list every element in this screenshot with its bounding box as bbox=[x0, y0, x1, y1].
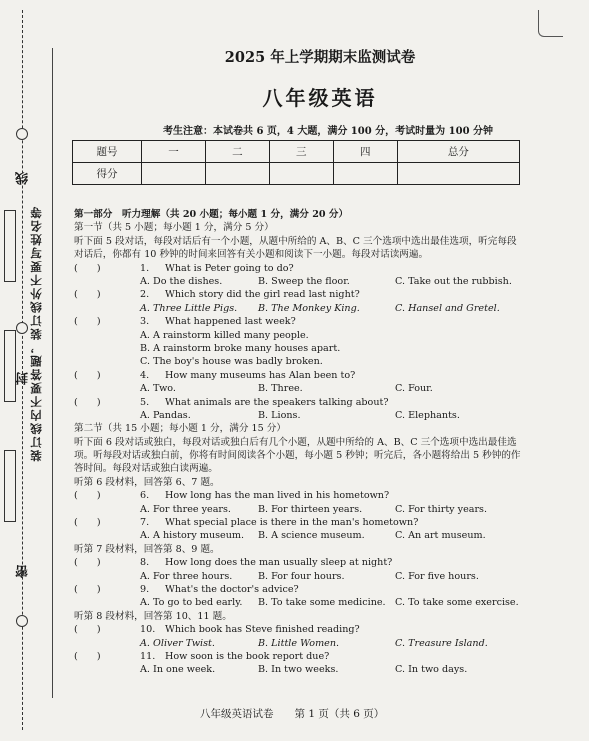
name-field-box[interactable] bbox=[4, 210, 16, 282]
question-item: ( ) 4. How many museums has Alan been to? bbox=[74, 369, 356, 381]
answer-blank[interactable]: ( ) bbox=[74, 262, 101, 274]
option-c[interactable]: C. The boy's house was badly broken. bbox=[140, 356, 323, 368]
material-8-heading: 听第 8 段材料，回答第 10、11 题。 bbox=[74, 610, 232, 622]
option-a[interactable]: A. Pandas. bbox=[140, 409, 191, 421]
section1-instructions: 听下面 5 段对话，每段对话后有一个小题，从题中所给的 A、B、C 三个选项中选出最佳选项，听完每段对话后，你都有 10 秒钟的时间来回答有关小题和阅读下一小题。每段对话读两遍。 bbox=[74, 235, 517, 261]
option-a[interactable]: A. Oliver Twist. bbox=[140, 637, 215, 649]
score-input-cell[interactable] bbox=[333, 163, 397, 185]
score-cell: 二 bbox=[205, 141, 269, 163]
question-stem: How soon is the book report due? bbox=[165, 650, 330, 662]
option-c[interactable]: C. An art museum. bbox=[395, 530, 486, 542]
question-item: ( ) 7. What special place is there in the man's hometown? bbox=[74, 517, 419, 529]
question-options bbox=[74, 596, 524, 609]
question-item: ( ) 11. How soon is the book report due? bbox=[74, 650, 330, 662]
option-b[interactable]: B. Three. bbox=[258, 383, 303, 395]
question-stem: Which story did the girl read last night? bbox=[165, 289, 360, 301]
class-field-box[interactable] bbox=[4, 330, 16, 402]
option-b[interactable]: B. Lions. bbox=[258, 409, 301, 421]
binding-word-line: 线 bbox=[16, 172, 31, 185]
answer-blank[interactable]: ( ) bbox=[74, 289, 101, 301]
option-b[interactable]: B. To take some medicine. bbox=[258, 597, 386, 609]
section2-instructions: 听下面 6 段对话或独白，每段对话或独白后有几个小题，从题中所给的 A、B、C 三个选项中选出最佳选项。听每段对话或独白前，你将有时间阅读各个小题，每小题 5 秒钟；听完后，各小题将给出 5 秒钟的作答时间。每段对话或独白读两遍。 bbox=[74, 436, 521, 475]
binding-circle bbox=[16, 615, 28, 627]
question-options bbox=[74, 275, 524, 288]
binding-circle bbox=[16, 128, 28, 140]
option-b[interactable]: B. A science museum. bbox=[258, 530, 365, 542]
option-b[interactable]: B. Sweep the floor. bbox=[258, 275, 350, 287]
option-c[interactable]: C. For thirty years. bbox=[395, 503, 488, 515]
option-c[interactable]: C. To take some exercise. bbox=[395, 597, 519, 609]
score-input-cell[interactable] bbox=[205, 163, 269, 185]
option-a[interactable]: A. Do the dishes. bbox=[140, 275, 223, 287]
score-input-cell[interactable] bbox=[269, 163, 333, 185]
option-b[interactable]: B. The Monkey King. bbox=[258, 302, 360, 314]
option-b[interactable]: B. Little Women. bbox=[258, 637, 340, 649]
question-options bbox=[74, 382, 524, 395]
option-a[interactable]: A. Two. bbox=[140, 383, 176, 395]
question-options bbox=[74, 302, 524, 315]
question-stem: What is Peter going to do? bbox=[165, 262, 294, 274]
binding-solid-line bbox=[52, 48, 53, 698]
question-stem: How many museums has Alan been to? bbox=[165, 369, 356, 381]
section2-title: 第二节（共 15 小题；每小题 1 分，满分 15 分） bbox=[74, 423, 286, 435]
score-table-score-row bbox=[73, 163, 520, 185]
material-6-heading: 听第 6 段材料，回答第 6、7 题。 bbox=[74, 476, 220, 488]
question-item: ( ) 9. What's the doctor's advice? bbox=[74, 584, 299, 596]
question-item: ( ) 5. What animals are the speakers talking about? bbox=[74, 396, 389, 408]
question-item: ( ) 2. Which story did the girl read last night? bbox=[74, 289, 360, 301]
option-b[interactable]: B. For four hours. bbox=[258, 570, 345, 582]
question-body bbox=[74, 208, 524, 677]
option-c[interactable]: C. In two days. bbox=[395, 664, 468, 676]
option-c[interactable]: C. Four. bbox=[395, 383, 433, 395]
binding-circle bbox=[16, 322, 28, 334]
subject-title: 八年级英语 bbox=[262, 86, 378, 110]
answer-blank[interactable]: ( ) bbox=[74, 369, 101, 381]
score-cell: 四 bbox=[333, 141, 397, 163]
question-stem: What's the doctor's advice? bbox=[165, 584, 299, 596]
score-input-cell[interactable] bbox=[397, 163, 519, 185]
option-a[interactable]: A. In one week. bbox=[140, 664, 216, 676]
binding-strip bbox=[0, 0, 68, 741]
option-c[interactable]: C. Elephants. bbox=[395, 409, 460, 421]
option-a[interactable]: A. Three Little Pigs. bbox=[140, 302, 238, 314]
question-stem: Which book has Steve finished reading? bbox=[165, 624, 360, 636]
score-cell: 总分 bbox=[397, 141, 519, 163]
option-a[interactable]: A. A rainstorm killed many people. bbox=[140, 329, 309, 341]
exam-notice: 考生注意：本试卷共 6 页，4 大题，满分 100 分，考试时量为 100 分钟 bbox=[162, 126, 494, 137]
question-options bbox=[74, 663, 524, 676]
score-input-cell[interactable] bbox=[142, 163, 206, 185]
option-c[interactable]: C. Take out the rubbish. bbox=[395, 275, 512, 287]
question-options bbox=[74, 503, 524, 516]
score-cell: 一 bbox=[142, 141, 206, 163]
option-a[interactable]: A. For three hours. bbox=[140, 570, 233, 582]
material-7-heading: 听第 7 段材料，回答第 8、9 题。 bbox=[74, 543, 220, 555]
score-table bbox=[72, 140, 520, 185]
binding-word-secret: 密 bbox=[16, 565, 31, 578]
question-options bbox=[74, 409, 524, 422]
question-options bbox=[74, 570, 524, 583]
part1-title: 第一部分 听力理解（共 20 小题；每小题 1 分，满分 20 分） bbox=[74, 209, 349, 220]
corner-mark bbox=[538, 10, 563, 37]
answer-blank[interactable]: ( ) bbox=[74, 396, 101, 408]
question-stem: How long has the man lived in his hometown? bbox=[165, 490, 390, 502]
answer-blank[interactable]: ( ) bbox=[74, 557, 101, 569]
option-a[interactable]: A. A history museum. bbox=[140, 530, 245, 542]
option-c[interactable]: C. Hansel and Gretel. bbox=[395, 302, 500, 314]
binding-notice: 装订线内不要答题，装订线外不要写姓名等 bbox=[29, 205, 43, 462]
option-b[interactable]: B. In two weeks. bbox=[258, 664, 339, 676]
option-c[interactable]: C. For five hours. bbox=[395, 570, 479, 582]
question-stem: What special place is there in the man's hometown? bbox=[165, 517, 419, 529]
option-a[interactable]: A. To go to bed early. bbox=[140, 597, 243, 609]
score-cell: 三 bbox=[269, 141, 333, 163]
question-options bbox=[74, 529, 524, 542]
option-c[interactable]: C. Treasure Island. bbox=[395, 637, 488, 649]
answer-blank[interactable]: ( ) bbox=[74, 624, 101, 636]
binding-word-seal: 封 bbox=[16, 372, 31, 385]
question-stem: What animals are the speakers talking about? bbox=[165, 396, 389, 408]
question-item: ( ) 1. What is Peter going to do? bbox=[74, 262, 294, 274]
score-cell: 得分 bbox=[73, 163, 142, 185]
answer-blank[interactable]: ( ) bbox=[74, 316, 101, 328]
question-item: ( ) 8. How long does the man usually sleep at night? bbox=[74, 557, 393, 569]
question-stem: What happened last week? bbox=[165, 316, 296, 328]
section1-title: 第一节（共 5 小题；每小题 1 分，满分 5 分） bbox=[74, 222, 274, 234]
option-a[interactable]: A. For three years. bbox=[140, 503, 231, 515]
exam-title: 2025 年上学期期末监测试卷 bbox=[224, 49, 416, 66]
answer-blank[interactable]: ( ) bbox=[74, 650, 101, 662]
option-b[interactable]: B. For thirteen years. bbox=[258, 503, 363, 515]
score-cell: 题号 bbox=[73, 141, 142, 163]
question-stem: How long does the man usually sleep at night? bbox=[165, 557, 393, 569]
answer-blank[interactable]: ( ) bbox=[74, 584, 101, 596]
score-table-header-row bbox=[73, 141, 520, 163]
question-item: ( ) 6. How long has the man lived in his hometown? bbox=[74, 490, 390, 502]
answer-blank[interactable]: ( ) bbox=[74, 517, 101, 529]
page-footer: 八年级英语试卷 第 1 页（共 6 页） bbox=[200, 708, 385, 720]
question-item: ( ) 3. What happened last week? bbox=[74, 316, 296, 328]
option-b[interactable]: B. A rainstorm broke many houses apart. bbox=[140, 342, 341, 354]
answer-blank[interactable]: ( ) bbox=[74, 490, 101, 502]
question-options bbox=[74, 637, 524, 650]
question-item: ( ) 10. Which book has Steve finished reading? bbox=[74, 624, 360, 636]
id-field-box[interactable] bbox=[4, 450, 16, 522]
